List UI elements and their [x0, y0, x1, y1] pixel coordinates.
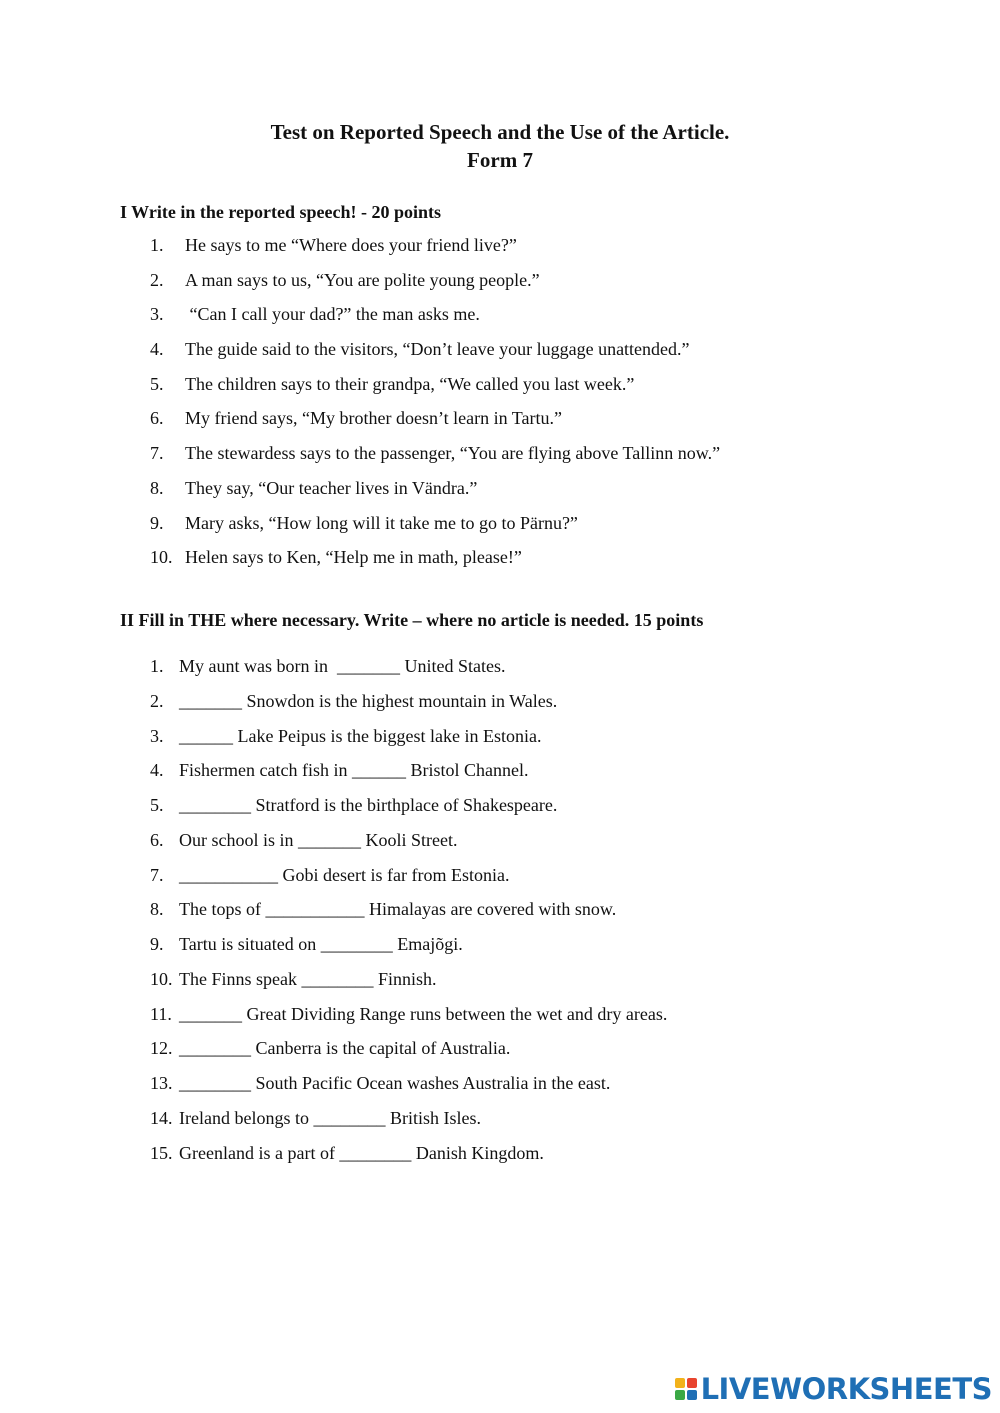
- title-line-2: Form 7: [467, 148, 533, 172]
- item-number: 2.: [150, 690, 164, 711]
- liveworksheets-logo-icon: [675, 1378, 697, 1400]
- list-item: [150, 1071, 667, 1106]
- list-item: [150, 967, 667, 1002]
- title-line-1: Test on Reported Speech and the Use of the Article.: [270, 120, 730, 144]
- item-number: 4.: [150, 760, 164, 781]
- section-1-heading: I Write in the reported speech! - 20 points: [120, 202, 441, 222]
- item-number: 10.: [150, 547, 173, 568]
- item-number: 8.: [150, 477, 164, 498]
- item-text: The children says to their grandpa, “We called you last week.”: [185, 373, 635, 394]
- item-text: ________ Canberra is the capital of Australia.: [179, 1038, 511, 1059]
- item-number: 6.: [150, 408, 164, 429]
- list-item: [150, 897, 667, 932]
- page-title: [0, 118, 1000, 174]
- item-text: They say, “Our teacher lives in Vändra.”: [185, 477, 478, 498]
- item-text: ________ South Pacific Ocean washes Australia in the east.: [179, 1073, 611, 1093]
- item-text: “Can I call your dad?” the man asks me.: [185, 304, 480, 325]
- item-text: Mary asks, “How long will it take me to go to Pärnu?”: [185, 512, 578, 533]
- item-number: 9.: [150, 934, 164, 954]
- item-text: Tartu is situated on ________ Emajõgi.: [179, 934, 463, 954]
- liveworksheets-logo[interactable]: [675, 1369, 992, 1409]
- item-text: Helen says to Ken, “Help me in math, please!”: [185, 547, 522, 568]
- item-number: 14.: [150, 1107, 173, 1128]
- list-item: [150, 476, 720, 511]
- item-number: 10.: [150, 968, 173, 989]
- item-number: 13.: [150, 1073, 173, 1093]
- list-item: [150, 406, 720, 441]
- item-number: 3.: [150, 304, 164, 325]
- item-number: 6.: [150, 829, 164, 850]
- item-text: My friend says, “My brother doesn’t learn in Tartu.”: [185, 408, 562, 429]
- item-text: The guide said to the visitors, “Don’t leave your luggage unattended.”: [185, 339, 690, 360]
- section-2-list: [150, 654, 667, 1175]
- list-item: [150, 758, 667, 793]
- item-number: 1.: [150, 656, 164, 676]
- list-item: [150, 545, 720, 580]
- item-number: 15.: [150, 1142, 173, 1163]
- list-item: [150, 372, 720, 407]
- item-number: 2.: [150, 269, 164, 290]
- list-item: [150, 441, 720, 476]
- item-number: 8.: [150, 899, 164, 920]
- item-number: 1.: [150, 235, 164, 255]
- item-text: ________ Stratford is the birthplace of Shakespeare.: [179, 795, 558, 815]
- section-2-heading: II Fill in THE where necessary. Write – where no article is needed. 15 points: [120, 610, 704, 630]
- list-item: [150, 268, 720, 303]
- list-item: [150, 1106, 667, 1141]
- item-number: 3.: [150, 725, 164, 746]
- logo-square: [675, 1378, 685, 1388]
- logo-square: [687, 1378, 697, 1388]
- item-text: ___________ Gobi desert is far from Estonia.: [179, 864, 510, 885]
- list-item: [150, 863, 667, 898]
- item-number: 9.: [150, 512, 164, 533]
- list-item: [150, 233, 720, 268]
- item-number: 5.: [150, 373, 164, 394]
- item-text: The stewardess says to the passenger, “You are flying above Tallinn now.”: [185, 443, 721, 464]
- item-text: A man says to us, “You are polite young people.”: [185, 269, 540, 290]
- list-item: [150, 337, 720, 372]
- item-number: 7.: [150, 443, 164, 464]
- section-1-list: [150, 233, 720, 580]
- list-item: [150, 828, 667, 863]
- list-item: [150, 1002, 667, 1037]
- item-number: 4.: [150, 339, 164, 360]
- logo-square: [675, 1390, 685, 1400]
- item-text: The Finns speak ________ Finnish.: [179, 968, 437, 989]
- list-item: [150, 689, 667, 724]
- list-item: [150, 511, 720, 546]
- list-item: [150, 793, 667, 828]
- item-text: Our school is in _______ Kooli Street.: [179, 829, 458, 850]
- item-text: My aunt was born in _______ United States.: [179, 656, 506, 676]
- item-text: Ireland belongs to ________ British Isles.: [179, 1107, 481, 1128]
- item-number: 11.: [150, 1003, 172, 1024]
- list-item: [150, 302, 720, 337]
- item-text: The tops of ___________ Himalayas are covered with snow.: [179, 899, 617, 920]
- list-item: [150, 724, 667, 759]
- item-text: _______ Snowdon is the highest mountain in Wales.: [179, 690, 558, 711]
- logo-text: LIVEWORKSHEETS: [700, 1372, 992, 1406]
- item-text: Greenland is a part of ________ Danish Kingdom.: [179, 1142, 544, 1163]
- list-item: [150, 1036, 667, 1071]
- list-item: [150, 932, 667, 967]
- list-item: [150, 654, 667, 689]
- item-text: He says to me “Where does your friend live?”: [185, 235, 517, 255]
- item-number: 5.: [150, 795, 164, 815]
- item-number: 7.: [150, 864, 164, 885]
- logo-square: [687, 1390, 697, 1400]
- item-number: 12.: [150, 1038, 173, 1059]
- item-text: ______ Lake Peipus is the biggest lake in Estonia.: [179, 725, 542, 746]
- list-item: [150, 1141, 667, 1176]
- item-text: _______ Great Dividing Range runs between the wet and dry areas.: [179, 1003, 668, 1024]
- item-text: Fishermen catch fish in ______ Bristol Channel.: [179, 760, 529, 781]
